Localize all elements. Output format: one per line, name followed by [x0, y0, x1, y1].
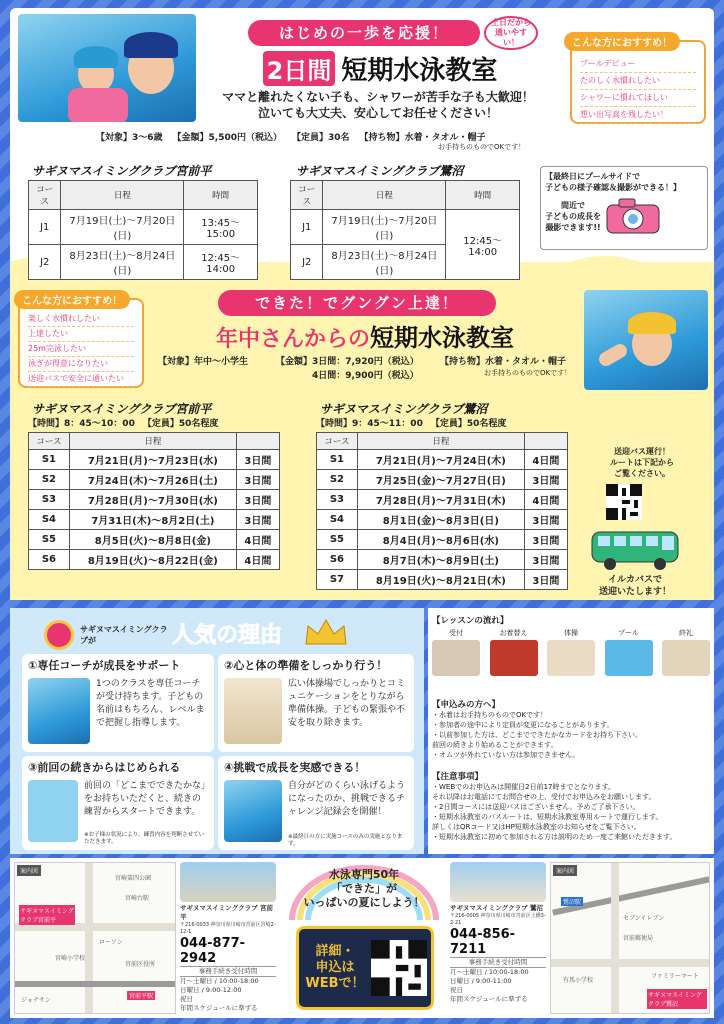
club-address: 〒216-0005 神奈川県川崎市宮前区土橋3-2-21: [450, 913, 546, 926]
web-text: 申込は: [315, 960, 355, 975]
table-cell: S1: [29, 450, 70, 470]
map-label: 案内図: [17, 865, 41, 876]
reasons-club: サギヌマスイミングクラブが: [80, 625, 168, 645]
top-title: [230, 50, 530, 86]
reasons-title: 人気の理由: [172, 623, 283, 648]
bus-caption-line: イルカバスで: [607, 575, 662, 585]
top-recommend-list: [580, 56, 696, 124]
top-fee: 【金額】5,500円（税込）: [172, 133, 282, 143]
catch-line: 水泳専門50年: [328, 868, 400, 881]
table4-capacity: 【定員】50名程度: [430, 419, 507, 429]
flow-step-label: 受付: [449, 629, 463, 637]
reason-card-2: [218, 654, 414, 752]
table3-time: 【時間】8：45〜10：00: [28, 419, 135, 429]
table-cell: 8月19日(火)〜8月21日(木): [357, 570, 524, 590]
mid-recommend-list: [28, 312, 134, 387]
title-days: 2日間: [263, 51, 336, 86]
table1: [28, 180, 258, 280]
phone-number[interactable]: 044-856-7211: [450, 927, 516, 957]
table-header: コース: [317, 433, 358, 450]
reason-text: 自分がどのくらい泳げるようになったのか、挑戦できるチャレンジ記録会を開催！: [288, 781, 406, 817]
top-recommend-box: [570, 40, 706, 124]
flow-step-label: 終礼: [679, 629, 693, 637]
map-label: 有馬小学校: [563, 977, 594, 984]
hours-title: 事務手続き受付時間: [450, 957, 546, 968]
mid-items-note: お手持ちのものでOKです！: [484, 369, 572, 377]
center-catch: [284, 868, 444, 910]
club-name: サギヌマスイミングクラブ 宮前平: [180, 904, 273, 921]
note-item: ・2日間コースには送迎バスはございません。予めご了承下さい。: [432, 803, 640, 811]
list-item: シャワーに慣れてほしい: [580, 90, 696, 107]
table-cell: S6: [29, 550, 70, 570]
table-row: [317, 490, 568, 510]
flow-step: [432, 628, 480, 676]
table-cell: 8月5日(火)〜8月8日(金): [69, 530, 236, 550]
table-cell: J1: [291, 210, 323, 245]
camera-icon: [605, 197, 661, 235]
flow-step: [547, 628, 595, 676]
club-address: 〒216-0033 神奈川県川崎市宮前区宮崎2-12-1: [180, 922, 276, 935]
mid-recommend-heading: こんな方におすすめ！: [14, 290, 130, 309]
table-cell: 13:45〜15:00: [184, 210, 258, 245]
table-cell: S3: [29, 490, 70, 510]
photo-note-line: 子どもの成長を: [545, 211, 601, 221]
table-cell: 3日間: [524, 510, 567, 530]
mid-target: 【対象】年中〜小学生: [158, 357, 249, 367]
map-miyamaedaira[interactable]: [14, 862, 176, 1014]
table-cell: 4日間: [524, 450, 567, 470]
bus-text: 送迎バス運行！: [614, 447, 670, 456]
mid-fee-label: 【金額】: [276, 357, 313, 367]
flow-heading: 【レッスンの流れ】: [432, 616, 509, 626]
table4-time: 【時間】9：45〜11：00: [316, 419, 423, 429]
list-item: プールデビュー: [580, 56, 696, 73]
table-row: [29, 530, 280, 550]
mid-title: [170, 318, 560, 353]
note-item: 詳しくはQRコード又はHP短期水泳教室のお知らせをご覧下さい。: [432, 823, 641, 831]
hours-line: 年間スケジュールに準ずる: [450, 995, 528, 1003]
flow-step: [662, 628, 710, 676]
reason-card-3: [22, 756, 214, 850]
table-cell: 12:45〜14:00: [184, 245, 258, 280]
top-banner: はじめの一歩を応援！: [248, 20, 480, 46]
hours-line: 年間スケジュールに準ずる: [180, 1004, 258, 1012]
table-cell: 3日間: [236, 490, 279, 510]
flow-steps: [432, 628, 710, 676]
photo-note-line: 間近で: [561, 200, 585, 210]
table-cell: J2: [29, 245, 61, 280]
apply-section: [432, 698, 710, 760]
table-row: [317, 570, 568, 590]
table-cell: 7月31日(木)〜8月2日(土): [69, 510, 236, 530]
note-item: それ以降はお電話にてお問合せの上、受付でお申込みをお願いします。: [432, 793, 656, 801]
table-cell: 7月19日(土)〜7月20日(日): [323, 210, 446, 245]
table2: [290, 180, 520, 280]
table-header: [236, 433, 279, 450]
note-item: ・WEBでのお申込みは開催日2日前17時までとなります。: [432, 783, 615, 791]
table-row: [317, 550, 568, 570]
catch-line: 「できた」が: [331, 882, 397, 895]
bus-text: ご覧ください。: [614, 469, 670, 478]
top-target: 【対象】3〜6歳: [96, 133, 163, 143]
mid-recommend-box: [18, 298, 144, 388]
map-label: サギヌマスイミングクラブ宮前平: [19, 905, 75, 925]
reason-card-4: [218, 756, 414, 850]
table-cell: S7: [317, 570, 358, 590]
flow-step-label: 体操: [564, 629, 578, 637]
table-row: [29, 490, 280, 510]
hours-line: 日曜日 / 9:00-11:00: [450, 977, 512, 985]
crown-icon: [304, 618, 348, 646]
photo-note-line: 子どもの様子確認＆撮影ができる！】: [545, 183, 681, 192]
table-cell: 8月23日(土)〜8月24日(日): [61, 245, 184, 280]
mid-banner: できた！でグングン上達！: [218, 290, 496, 316]
reason-text: 前回の「どこまでできたかな」をお持ちいただくと、続きの練習からスタートできます。: [84, 781, 206, 817]
table-cell: 7月19日(土)〜7月20日(日): [61, 210, 184, 245]
photo-note-box: [540, 166, 708, 250]
reason-card-1: [22, 654, 214, 752]
map-label: ローソン: [99, 939, 123, 946]
table-cell: 8月23日(土)〜8月24日(日): [323, 245, 446, 280]
table-header: コース: [29, 181, 61, 210]
mid-items: 【持ち物】水着・タオル・帽子: [440, 357, 567, 367]
table-cell: 3日間: [524, 470, 567, 490]
top-lead-2: 泣いても大丈夫、安心してお任せください！: [257, 106, 498, 120]
table-cell: 3日間: [236, 510, 279, 530]
mid-fee-3: 3日間：7,920円（税込）: [312, 357, 419, 367]
hours-title: 事務手続き受付時間: [180, 966, 276, 977]
table-row: [317, 470, 568, 490]
top-recommend-heading: こんな方におすすめ！: [564, 32, 680, 51]
table-cell: 4日間: [236, 530, 279, 550]
table4: [316, 432, 568, 590]
list-item: 楽しく水慣れしたい: [28, 312, 134, 327]
mid-title-b: 短期水泳教室: [370, 324, 514, 352]
reason-heading: ③前回の続きからはじめられる: [28, 761, 181, 774]
table-header: 日程: [69, 433, 236, 450]
reason-heading: ②心と体の準備をしっかり行う！: [224, 659, 388, 672]
map-label: 宮前郵便局: [623, 935, 654, 942]
flow-step: [490, 628, 538, 676]
table-row: [29, 450, 280, 470]
reason-note: ※お子様の状況により、練習内容を判断させていただきます。: [84, 832, 205, 845]
child-card-photo: [28, 780, 78, 842]
table-cell: S4: [29, 510, 70, 530]
apply-item: ・オムツが外れていない方は参加できません。: [432, 751, 580, 759]
swim-photo-mother-child: [18, 14, 196, 122]
map-label: 案内図: [553, 865, 577, 876]
map-label: 鷺沼駅: [563, 899, 582, 906]
web-qr-code[interactable]: [371, 940, 427, 996]
swimming-photo: [224, 780, 282, 842]
table3-meta: [28, 416, 218, 429]
table-header: 時間: [184, 181, 258, 210]
table-cell: 7月28日(月)〜7月30日(水): [69, 490, 236, 510]
bus-caption-line: 送迎いたします！: [598, 587, 671, 597]
notes-section: [432, 770, 710, 842]
bus-text: ルートは下記から: [610, 458, 674, 467]
table2-title: サギヌマスイミングクラブ鷺沼: [296, 164, 464, 178]
reason-text: 広い体操場でしっかりとコミュニケーションをとりながら準備体操。子どもの緊張や不安を取り除きます。: [288, 679, 406, 728]
bus-route-qr-code[interactable]: [606, 484, 642, 520]
map-label: 宮崎第四公園: [115, 875, 152, 882]
hours-line: 月〜土曜日 / 10:00-18:00: [450, 968, 529, 976]
map-label: ファミリーマート: [651, 973, 699, 980]
table-header: 日程: [61, 181, 184, 210]
table-row: [29, 510, 280, 530]
table3-title: サギヌマスイミングクラブ宮前平: [32, 402, 212, 416]
table-cell: 3日間: [236, 450, 279, 470]
table-cell: S5: [317, 530, 358, 550]
table-row: [29, 470, 280, 490]
bus-info: [582, 446, 702, 479]
flow-step-label: プール: [618, 629, 639, 637]
reason-heading: ④挑戦で成長を実感できる！: [224, 761, 366, 774]
table-cell: J1: [29, 210, 61, 245]
mid-title-a: 年中さんからの: [215, 327, 370, 352]
note-item: ・短期水泳教室に初めて参加される方は説明のため一度ご来館いただきます。: [432, 833, 677, 841]
table-header: コース: [291, 181, 323, 210]
table-cell: 8月1日(金)〜8月3日(日): [357, 510, 524, 530]
table-cell: 4日間: [524, 490, 567, 510]
list-item: 送迎バスで安全に通いたい: [28, 372, 134, 387]
table-cell: 3日間: [524, 530, 567, 550]
table1-title: サギヌマスイミングクラブ宮前平: [32, 164, 212, 178]
map-saginuma[interactable]: [550, 862, 710, 1014]
table3: [28, 432, 280, 570]
table-header: 日程: [357, 433, 524, 450]
top-items: 【持ち物】水着・タオル・帽子: [359, 133, 486, 143]
hours-line: 日曜日 / 9:00-12:00: [180, 986, 242, 994]
table-cell: 7月21日(月)〜7月24日(木): [357, 450, 524, 470]
list-item: 25m完泳したい: [28, 342, 134, 357]
notes-heading: 【注意事項】: [432, 772, 484, 782]
table-header: 時間: [446, 181, 520, 210]
dolphin-bus-icon: [590, 526, 682, 572]
table-header: 日程: [323, 181, 446, 210]
club-logo: [44, 620, 74, 650]
table-cell: 12:45〜14:00: [446, 210, 520, 280]
saginuma-building-photo: [450, 862, 546, 902]
table-cell: 8月7日(木)〜8月9日(土): [357, 550, 524, 570]
reason-text: 1つのクラスを専任コーチが受け持ちます。子どもの名前はもちろん、レベルまで把握し指導します。: [96, 679, 205, 728]
table-cell: S2: [29, 470, 70, 490]
table-row: [317, 510, 568, 530]
miyamaedaira-building-photo: [180, 862, 276, 902]
table4-meta: [316, 416, 506, 429]
web-text: WEBで！: [305, 976, 365, 991]
table-cell: S4: [317, 510, 358, 530]
list-item: 上達したい: [28, 327, 134, 342]
hours-line: 月〜土曜日 / 10:00-18:00: [180, 977, 259, 985]
table-cell: S3: [317, 490, 358, 510]
map-label: 宮崎小学校: [55, 955, 86, 962]
table-cell: 4日間: [236, 550, 279, 570]
table-cell: 3日間: [524, 550, 567, 570]
map-label: 宮前区役所: [125, 961, 156, 968]
web-text: 詳細・: [315, 944, 355, 959]
top-items-note: お手持ちのものでOKです！: [438, 143, 526, 151]
map-label: セブンイレブン: [623, 915, 665, 922]
table-header: コース: [29, 433, 70, 450]
club-name: サギヌマスイミングクラブ 鷺沼: [450, 904, 543, 912]
reason-heading: ①専任コーチが成長をサポート: [28, 659, 181, 672]
list-item: たのしく水慣れしたい: [580, 73, 696, 90]
note-item: ・短期水泳教室のバスルートは、短期水泳教室専用ルートで運行します。: [432, 813, 663, 821]
phone-number[interactable]: 044-877-2942: [180, 936, 246, 966]
table-row: [317, 530, 568, 550]
reason-note: ※最終日の方に実施コースのみの実施となります。: [288, 834, 403, 847]
flow-step: [605, 628, 653, 676]
table-cell: 3日間: [524, 570, 567, 590]
table-cell: 3日間: [236, 470, 279, 490]
table-row: [317, 450, 568, 470]
miyamaedaira-info: [180, 862, 276, 1013]
table3-capacity: 【定員】50名程度: [142, 419, 219, 429]
warmup-photo: [224, 678, 282, 744]
flow-step-label: お着替え: [499, 629, 528, 637]
table4-title: サギヌマスイミングクラブ鷺沼: [320, 402, 488, 416]
apply-item: ・水着はお手持ちのものでOKです！: [432, 711, 548, 719]
table-cell: 7月25日(金)〜7月27日(日): [357, 470, 524, 490]
photo-note-line: 撮影できます!!: [545, 222, 601, 232]
table-cell: 7月21日(月)〜7月23日(水): [69, 450, 236, 470]
list-item: 泳ぎが得意になりたい: [28, 357, 134, 372]
table-cell: S5: [29, 530, 70, 550]
map-label: 宮前平駅: [129, 993, 154, 1000]
catch-line: いっぱいの夏にしよう！: [303, 896, 425, 909]
coach-photo: [28, 678, 90, 744]
top-capacity: 【定員】30名: [292, 133, 350, 143]
swim-photo-child: [584, 290, 708, 390]
table-cell: 8月4日(月)〜8月6日(水): [357, 530, 524, 550]
hours-line: 祝日: [450, 986, 463, 994]
list-item: 想い出写真を残したい！: [580, 107, 696, 124]
map-label: ジョナサン: [21, 997, 51, 1004]
table-cell: 7月24日(木)〜7月26日(土): [69, 470, 236, 490]
saginuma-info: [450, 862, 546, 1004]
apply-item: ・参加者の途中により定員が変更になることがあります。: [432, 721, 614, 729]
top-lead-1: ママと離れたくない子も、シャワーが苦手な子も大歓迎！: [222, 90, 534, 104]
table-cell: S6: [317, 550, 358, 570]
table-row: [29, 550, 280, 570]
bus-caption: [580, 574, 690, 598]
apply-heading: 【申込みの方へ】: [432, 700, 501, 710]
photo-note-line: 【最終日にプールサイドで: [545, 172, 641, 181]
hours-line: 祝日: [180, 995, 193, 1003]
table-header: [524, 433, 567, 450]
table-cell: S1: [317, 450, 358, 470]
map-label: 宮崎台駅: [125, 895, 150, 902]
web-apply-box[interactable]: [296, 926, 434, 1010]
map-label: サギヌマスイミングクラブ鷺沼: [647, 989, 707, 1009]
mid-fee-4: 4日間：9,900円（税込）: [312, 371, 419, 381]
table-cell: J2: [291, 245, 323, 280]
apply-item: ・以前参加した方は、どこまでできたかなカードをお持ち下さい。: [432, 731, 642, 739]
weekend-badge: 土日だから通いやすい！: [484, 16, 538, 50]
apply-item: 前回の続きより始めることができます。: [432, 741, 558, 749]
table-cell: S2: [317, 470, 358, 490]
table-cell: 8月19日(火)〜8月22日(金): [69, 550, 236, 570]
table-cell: 7月28日(月)〜7月31日(木): [357, 490, 524, 510]
title-main: 短期水泳教室: [341, 55, 498, 86]
